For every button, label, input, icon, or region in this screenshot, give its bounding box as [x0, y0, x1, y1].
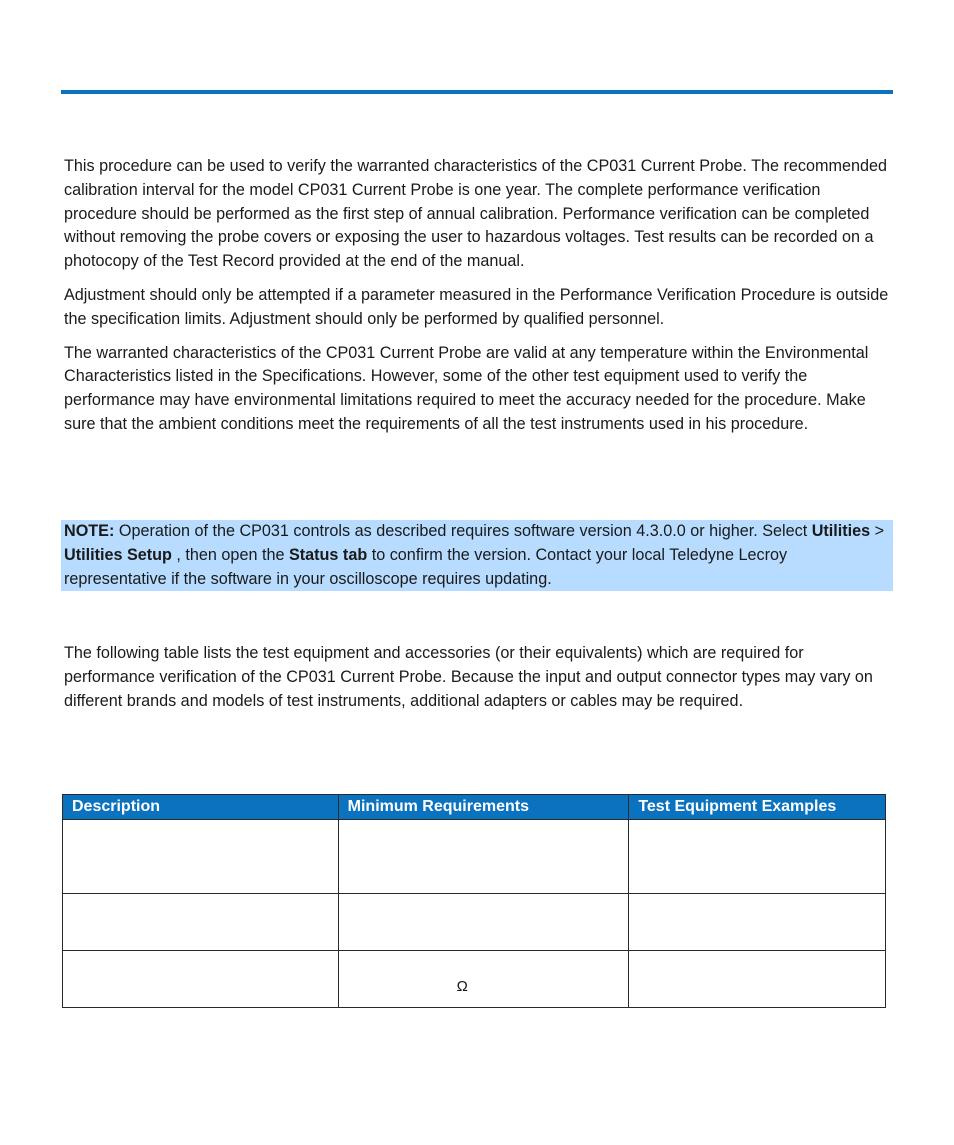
note-text-1: Operation of the CP031 controls as described requires software version 4.3.0.0 or higher. Select — [114, 522, 812, 540]
header-rule — [61, 90, 893, 94]
table-row — [63, 894, 886, 951]
table-cell — [338, 820, 629, 894]
table-header-row — [63, 795, 886, 820]
table-row — [63, 820, 886, 894]
note-menu-utilities-setup: Utilities Setup — [64, 545, 172, 564]
note-text — [64, 520, 890, 591]
header-minimum-requirements: Minimum Requirements — [338, 795, 629, 820]
table-cell — [629, 951, 886, 1008]
note-menu-utilities: Utilities — [811, 522, 871, 540]
note-status-tab: Status tab — [288, 545, 368, 564]
paragraph-warranted: The warranted characteristics of the CP031 Current Probe are valid at any temperature within the Environmental Characteristics listed in the Specifications. However, some of the other test equipment used to verify the performance may have environmental limitations required to meet the accuracy needed for the procedure. Make sure that the ambient conditions meet the requirements of all the test instruments used in his procedure. — [64, 343, 869, 433]
table-cell — [338, 894, 629, 951]
header-description: Description — [63, 795, 339, 820]
note-text-2: , then open the — [171, 545, 289, 564]
table-cell — [63, 951, 339, 1008]
equipment-section — [64, 642, 890, 713]
header-test-equipment-examples: Test Equipment Examples — [629, 795, 886, 820]
note-box — [61, 520, 893, 591]
note-label: NOTE: — [64, 522, 115, 540]
table-cell — [63, 894, 339, 951]
paragraph-adjustment: Adjustment should only be attempted if a parameter measured in the Performance Verification Procedure is outside the specification limits. Adjustment should only be performed by qualified personnel. — [64, 285, 889, 328]
table-cell — [338, 951, 629, 1008]
table-row — [63, 951, 886, 1008]
paragraph-equipment: The following table lists the test equipment and accessories (or their equivalents) which are required for performance verification of the CP031 Current Probe. Because the input and output connector types may vary on different brands and models of test instruments, additional adapters or cables may be required. — [64, 644, 873, 710]
ohm-symbol: Ω — [456, 978, 468, 995]
equipment-table — [62, 794, 886, 1008]
paragraph-intro: This procedure can be used to verify the warranted characteristics of the CP031 Current Probe. The recommended calibration interval for the model CP031 Current Probe is one year. The complete performance verification procedure should be performed as the first step of annual calibration. Performance verification can be completed without removing the probe covers or exposing the user to hazardous voltages. Test results can be recorded on a photocopy of the Test Record provided at the end of the manual. — [64, 157, 887, 271]
note-text-3: to confirm the version. Contact your local Teledyne Lecroy representative if the software in your oscilloscope requires updating. — [64, 545, 788, 588]
table-cell — [63, 820, 339, 894]
intro-section — [64, 155, 890, 447]
table-cell — [629, 894, 886, 951]
note-separator: > — [870, 522, 885, 540]
table-cell — [629, 820, 886, 894]
